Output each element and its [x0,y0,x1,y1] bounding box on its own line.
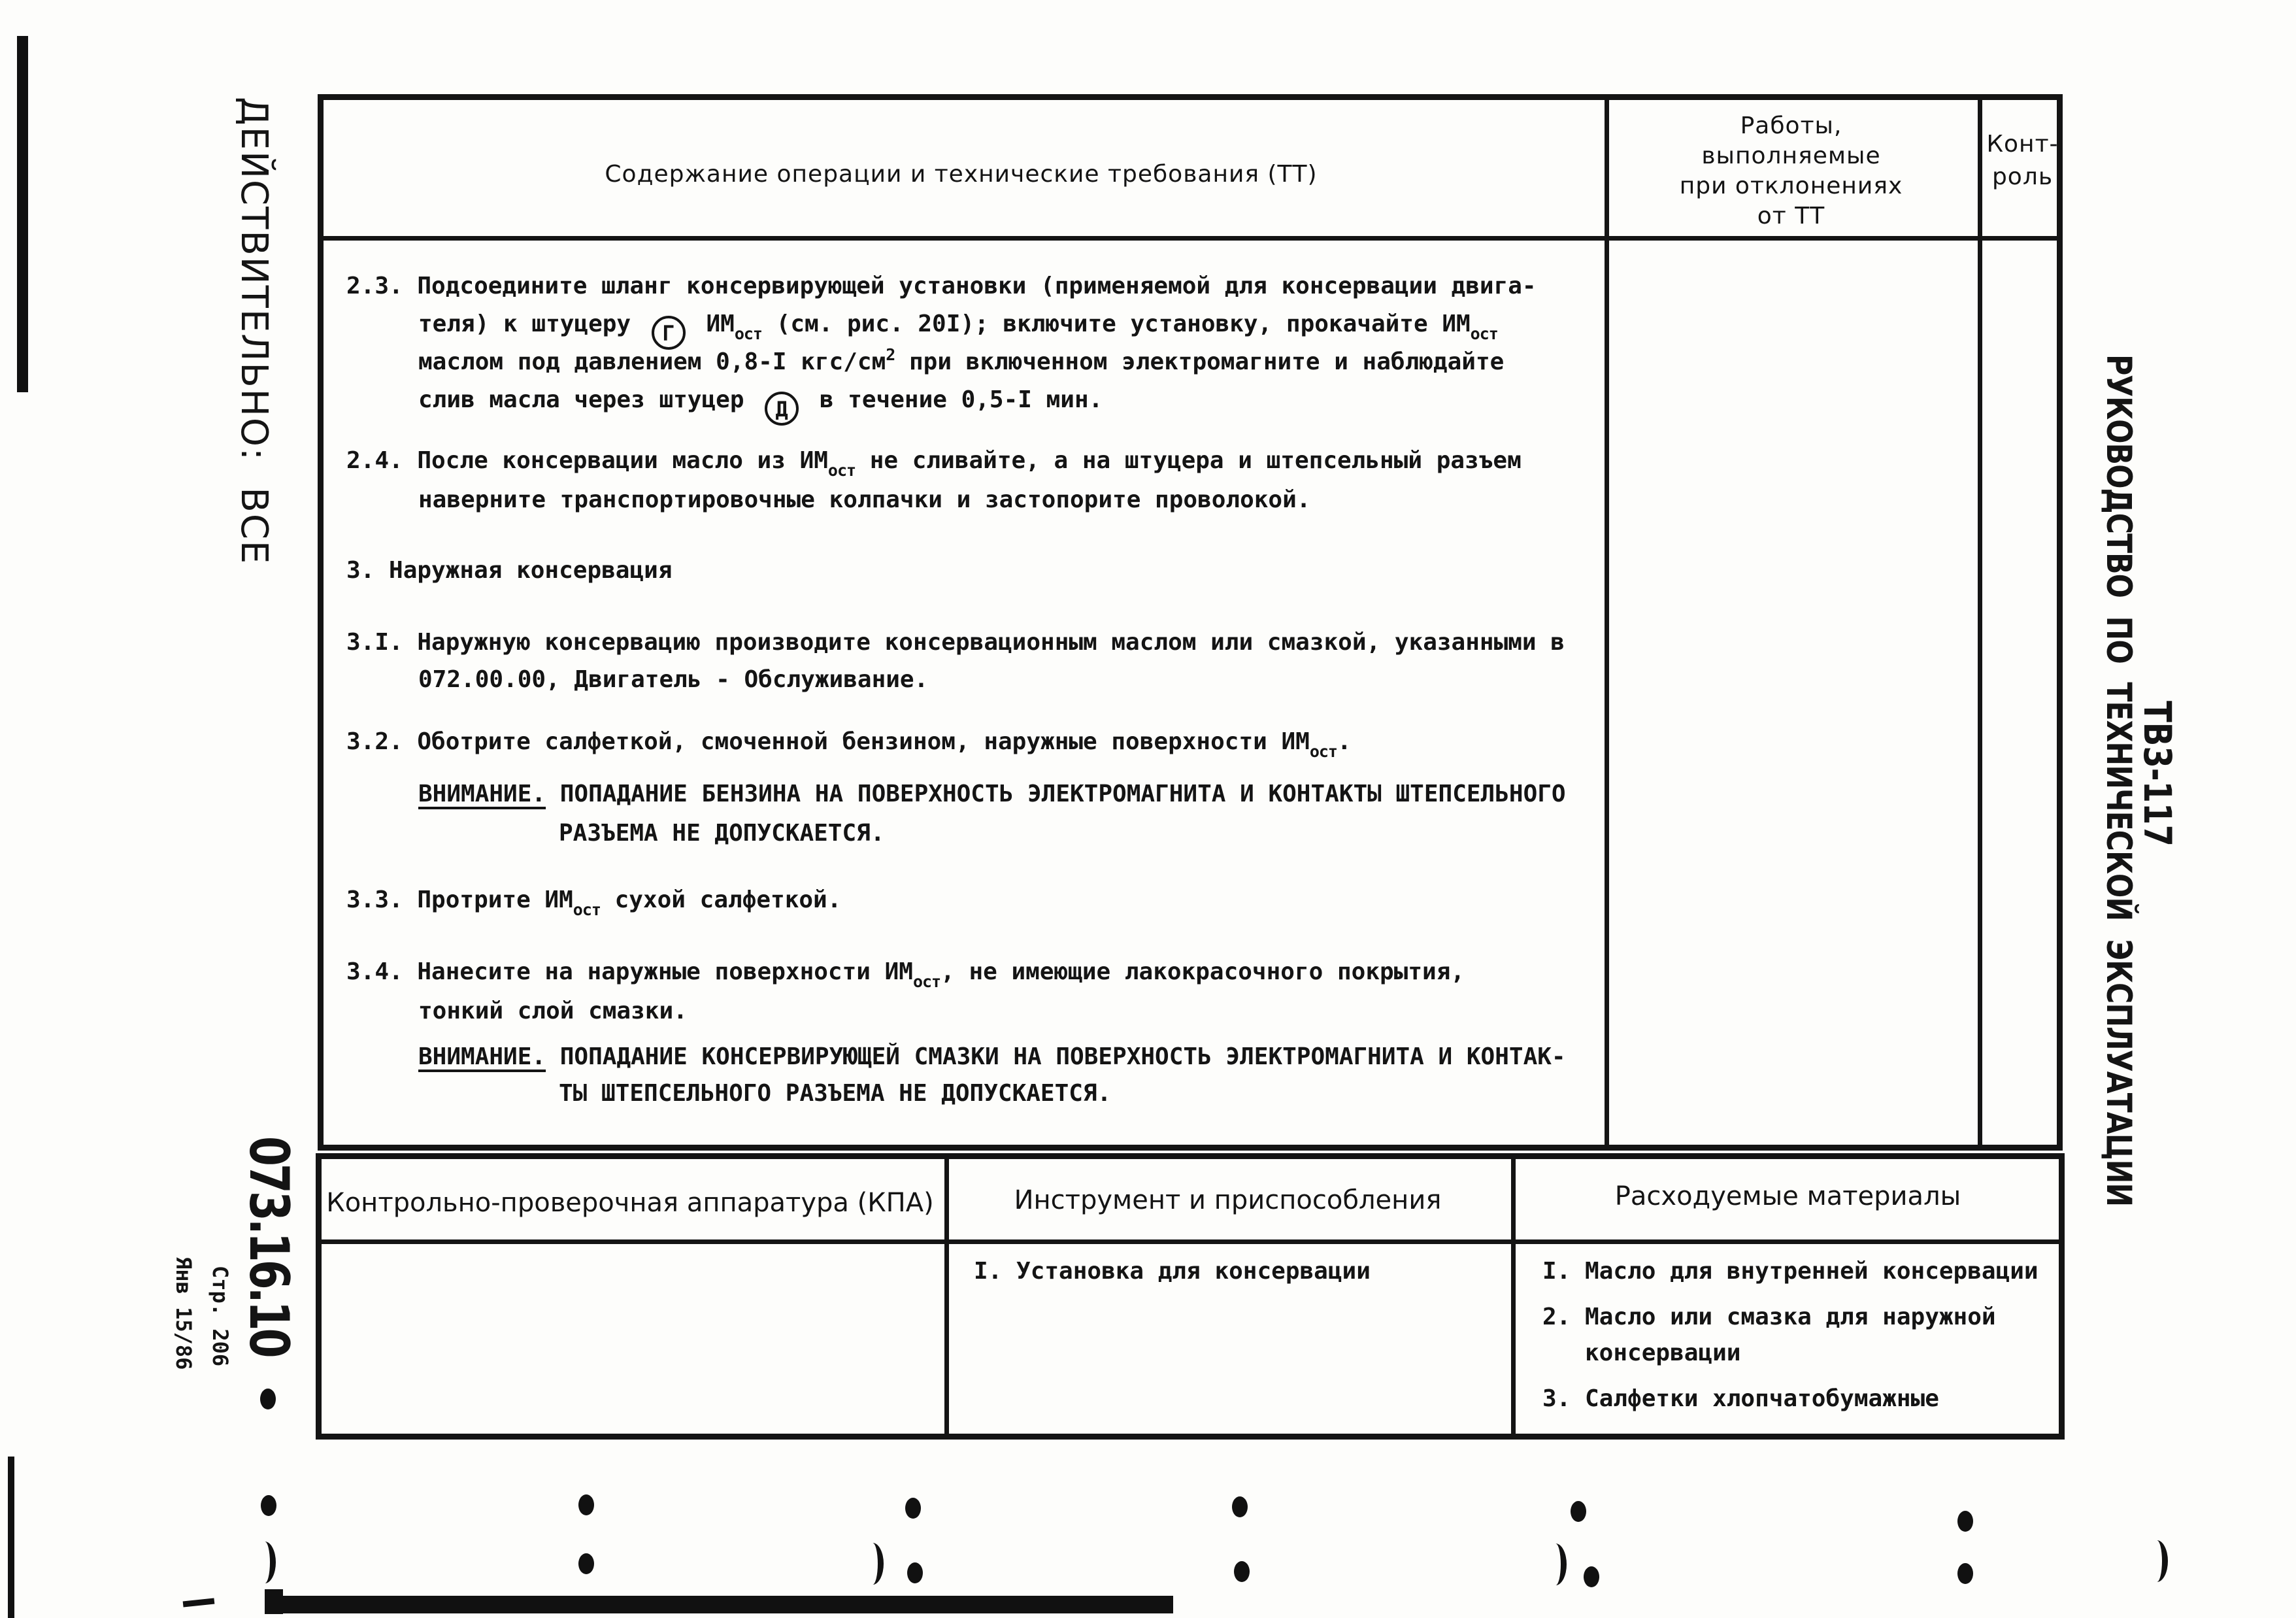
ops-text-line [346,624,1565,662]
punch-dot [1232,1496,1248,1517]
text-run: ИМ [691,311,735,337]
material-item: 3. Салфетки хлопчатобумажные [1542,1385,1939,1412]
text-run: тонкий слой смазки. [418,998,688,1024]
punch-dot [1957,1511,1973,1532]
ops-header-deviations-line1: Работы, [1740,112,1842,139]
text-run: (см. рис. 20I); включите установку, прокачайте ИМ [761,311,1471,337]
text-run: . [1337,728,1352,755]
subscript: ост [734,324,762,343]
ops-text-line [418,775,1566,813]
ops-text-line [418,661,928,699]
material-item: I. Масло для внутренней консервации [1542,1258,2038,1285]
equip-header-rule [316,1239,2065,1244]
punch-dot [260,1389,276,1409]
ops-col-divider-deviations [1605,94,1609,1151]
equip-header-kpa: Контрольно-проверочная аппаратура (КПА) [326,1188,934,1218]
equip-header-materials: Расходуемые материалы [1614,1181,1961,1211]
ops-col-divider-control [1978,94,1982,1151]
text-run: 3. Наружная консервация [346,557,673,584]
scan-bottom-bar [265,1596,1173,1613]
punch-arc [2146,1540,2168,1582]
material-item: 2. Масло или смазка для наружной [1542,1304,1996,1330]
text-run: сухой салфеткой. [600,886,842,913]
text-run: 3.4. Нанесите на наружные поверхности ИМ [346,958,913,985]
ops-text-line [559,815,885,852]
circled-letter: Д [765,392,799,426]
engine-model: ТВ3-117 [2135,701,2179,847]
scan-tick-mark [183,1598,215,1608]
ops-text-line [418,305,1498,346]
ops-header-control-line1: Конт- [1986,131,2059,158]
ops-text-line [346,442,1522,480]
text-run: маслом под давлением 0,8-I кгс/см [418,348,886,375]
underlined-word: ВНИМАНИЕ. [418,1043,546,1070]
ops-text-line [346,267,1537,305]
ops-text-line [418,992,688,1030]
material-item: консервации [1585,1340,1741,1366]
text-run: 3.I. Наружную консервацию производите консервационным маслом или смазкой, указанными в [346,629,1565,656]
punch-arc [1544,1543,1567,1585]
text-run: 3.3. Протрите ИМ [346,886,573,913]
ops-header-deviations-line3: при отклонениях [1679,173,1903,199]
subscript: ост [573,900,601,919]
punch-dot [1957,1563,1973,1584]
text-run: 2.3. Подсоедините шланг консервирующей установки (применяемой для консервации двига- [346,273,1537,299]
punch-dot [578,1494,594,1515]
text-run: ТЫ ШТЕПСЕЛЬНОГО РАЗЪЕМА НЕ ДОПУСКАЕТСЯ. [559,1080,1112,1107]
ops-header-control-line2: роль [1991,163,2054,190]
text-run: теля) к штуцеру [418,311,645,337]
subscript: ост [912,972,941,991]
punch-dot [1571,1501,1586,1522]
doc-code: 073.16.10 [237,1136,301,1356]
ops-text-line [418,481,1310,519]
punch-dot [1234,1561,1250,1582]
ops-text-line [418,343,1504,381]
punch-dot [905,1498,921,1519]
ops-text-line [346,723,1352,761]
ops-text-line [418,1038,1566,1076]
manual-title: РУКОВОДСТВО ПО ТЕХНИЧЕСКОЙ ЭКСПЛУАТАЦИИ [2098,354,2138,1207]
scan-edge-line-bottomleft [8,1457,14,1618]
circled-letter: Г [652,316,686,350]
punch-dot [261,1495,276,1516]
text-run: при включенном электромагните и наблюдайте [895,348,1505,375]
ops-text-line [346,552,673,590]
ops-header-deviations-line2: выполняемые [1701,143,1881,169]
text-run: в течение 0,5-I мин. [805,386,1103,413]
subscript: ост [1309,742,1337,761]
superscript: 2 [886,345,895,364]
text-run: ПОПАДАНИЕ КОНСЕРВИРУЮЩЕЙ СМАЗКИ НА ПОВЕРХНОСТЬ ЭЛЕКТРОМАГНИТА И КОНТАК- [546,1043,1566,1070]
equip-header-tools: Инструмент и приспособления [1014,1185,1442,1215]
underlined-word: ВНИМАНИЕ. [418,781,546,807]
subscript: ост [1470,324,1498,343]
ops-header-content: Содержание операции и технические требования (ТТ) [605,161,1318,188]
text-run: ПОПАДАНИЕ БЕНЗИНА НА ПОВЕРХНОСТЬ ЭЛЕКТРОМАГНИТА И КОНТАКТЫ ШТЕПСЕЛЬНОГО [546,781,1566,807]
text-run: 2.4. После консервации масло из ИМ [346,447,828,474]
revision-date: Янв 15/86 [171,1256,196,1370]
punch-dot [578,1553,594,1574]
text-run: 072.00.00, Двигатель - Обслуживание. [418,666,929,693]
page-number: Стр. 206 [208,1266,233,1367]
text-run: наверните транспортировочные колпачки и застопорите проволокой. [418,486,1311,513]
ops-text-line [559,1075,1111,1113]
subscript: ост [827,461,856,480]
text-run: , не имеющие лакокрасочного покрытия, [940,958,1465,985]
punch-arc [861,1543,884,1585]
tool-item: I. Установка для консервации [974,1258,1371,1285]
punch-dot [1584,1566,1599,1587]
ops-text-line [418,381,1103,422]
text-run: 3.2. Оботрите салфеткой, смоченной бензином, наружные поверхности ИМ [346,728,1310,755]
punch-arc [254,1542,276,1583]
ops-header-rule [318,236,2063,241]
ops-header-deviations-line4: от ТТ [1757,203,1825,229]
validity-stamp: ДЕЙСТВИТЕЛЬНО: ВСЕ [233,97,275,565]
text-run: слив масла через штуцер [418,386,759,413]
text-run: РАЗЪЕМА НЕ ДОПУСКАЕТСЯ. [559,820,885,847]
text-run: не сливайте, а на штуцера и штепсельный разъем [856,447,1522,474]
punch-dot [907,1562,923,1583]
ops-text-line [346,881,841,919]
ops-text-line [346,953,1465,991]
scan-edge-bar-topleft [17,36,28,392]
